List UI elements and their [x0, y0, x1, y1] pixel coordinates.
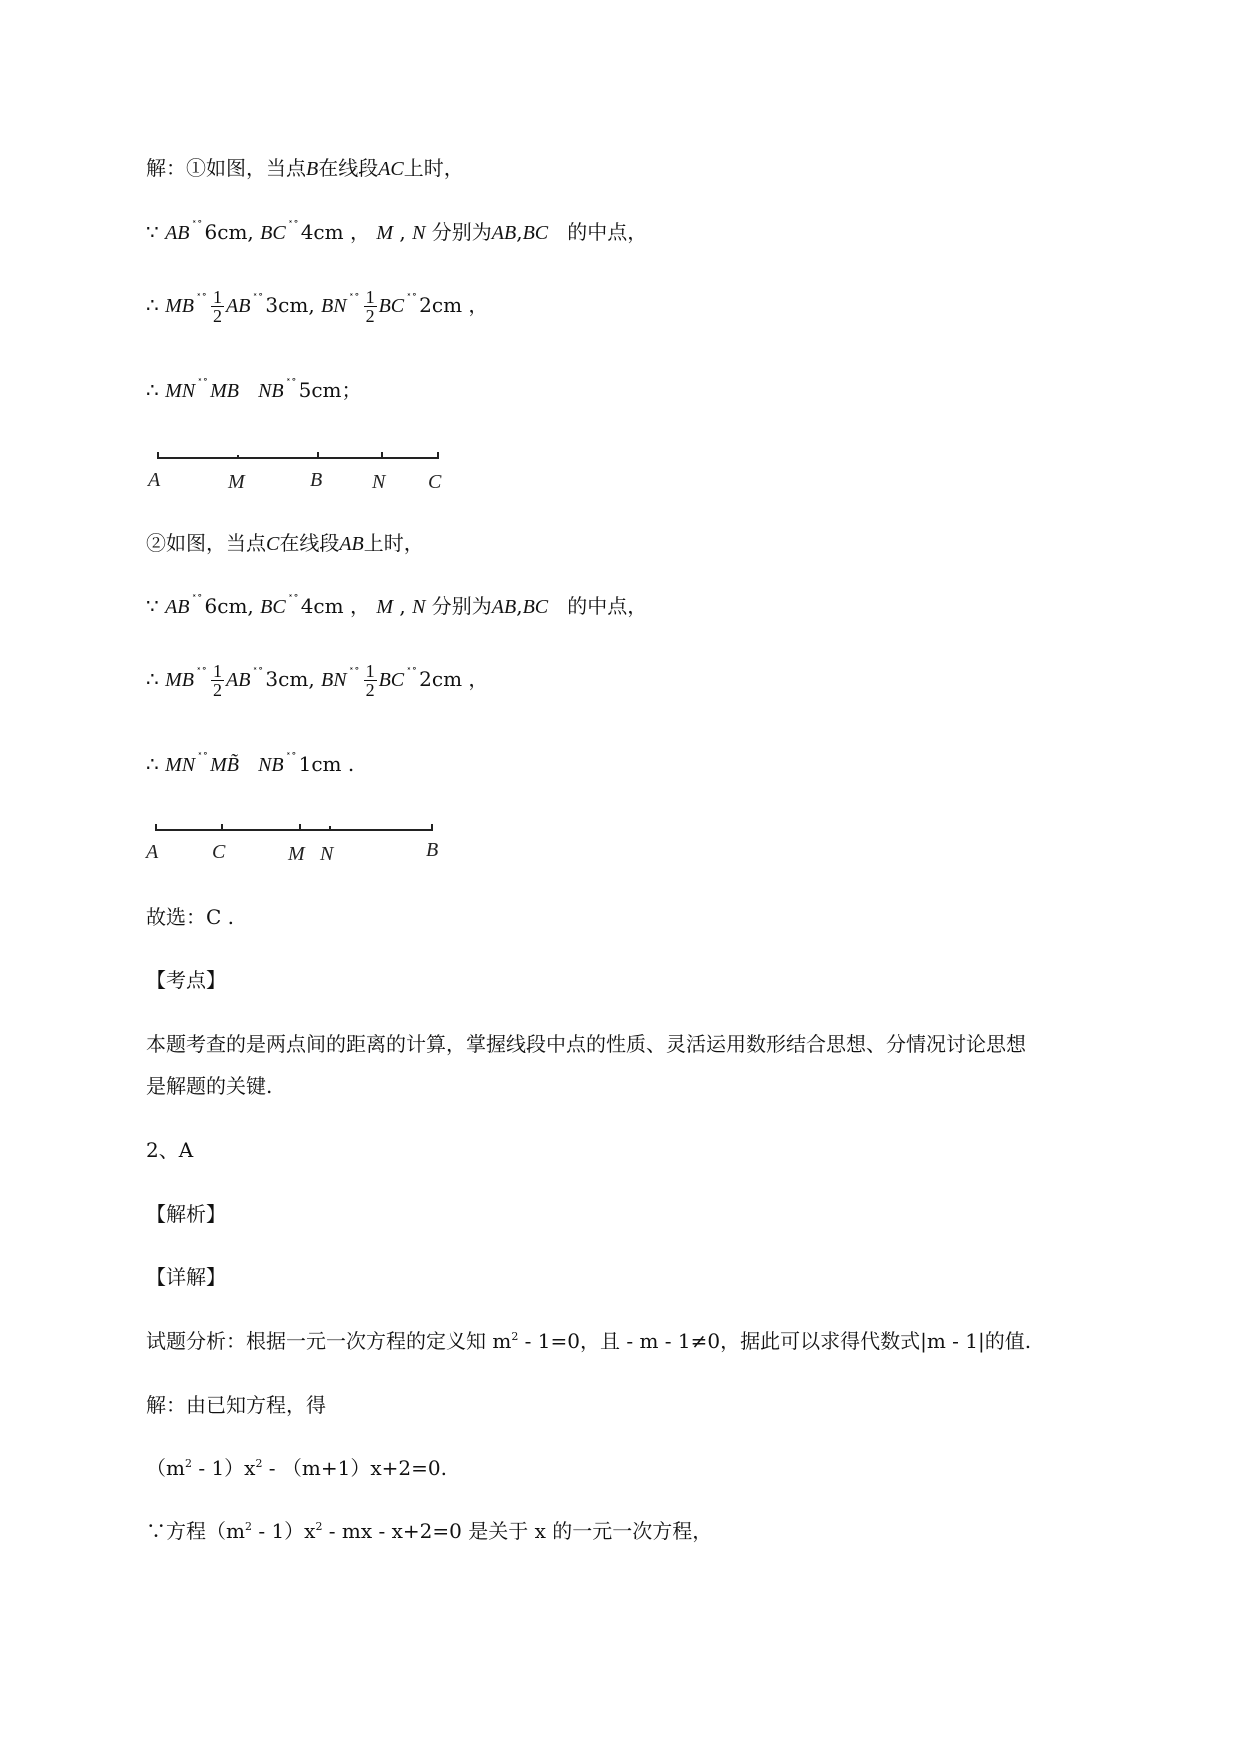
kaodian-text-1: 本题考查的是两点间的距离的计算，掌握线段中点的性质、灵活运用数形结合思想、分情况讨论思想 [146, 1032, 1026, 1056]
case1-intro: 解：①如图，当点B在线段AC上时， [146, 156, 464, 180]
label-C: C [428, 471, 442, 493]
fraction-half: $\frac{1}{2}$ [212, 661, 222, 700]
segment-diagram-case1 [140, 446, 460, 498]
label-A: A [146, 841, 159, 863]
kaodian-text-2: 是解题的关键. [146, 1074, 273, 1098]
answer-text: 故选：C . [146, 905, 235, 929]
label-N: N [320, 843, 334, 865]
case2-result: ∴ MN ˟˚ MB̃ NB ˟˚ 1cm . [146, 751, 355, 776]
label-B: B [426, 839, 439, 861]
segment-diagram-case2 [140, 820, 460, 872]
case1-half: ∴ MB ˟˚ $\frac{1}{2}$ AB ˟˚ 3cm, BN ˟˚ $\frac{1}{2}$ BC ˟˚ 2cm ， [146, 287, 489, 326]
jiexi-heading: 【解析】 [146, 1202, 226, 1226]
label-B: B [310, 469, 323, 491]
case1-result: ∴ MN ˟˚ MB NB ˟˚ 5cm； [146, 377, 362, 402]
label-A: A [148, 469, 161, 491]
kaodian-heading: 【考点】 [146, 968, 226, 992]
case1-given: ∵ AB ˟˚ 6cm, BC ˟˚ 4cm ， M , N 分别为AB,BC 的中点， [146, 219, 648, 244]
fraction-half: $\frac{1}{2}$ [365, 287, 375, 326]
equation-1: $(m^2 - 1)x^2 - (m+1)x+2=0$. [146, 1456, 447, 1480]
label-M: M [288, 843, 305, 865]
xiangjie-heading: 【详解】 [146, 1265, 226, 1289]
label-M: M [228, 471, 245, 493]
case2-half: ∴ MB ˟˚ $\frac{1}{2}$ AB ˟˚ 3cm, BN ˟˚ $\frac{1}{2}$ BC ˟˚ 2cm ， [146, 661, 489, 700]
label-C: C [212, 841, 226, 863]
analysis-text: 试题分析：根据一元一次方程的定义知 $m^2 - 1=0$，且 - m - 1≠0，据此可以求得代数式|m - 1|的值. [146, 1329, 1032, 1353]
solve-intro: 解：由已知方程，得 [146, 1393, 326, 1417]
question-2-label: 2、A [146, 1138, 194, 1162]
case2-intro: ②如图，当点C在线段AB上时， [146, 531, 424, 555]
fraction-half: $\frac{1}{2}$ [212, 287, 222, 326]
equation-2: ∵方程$(m^2 - 1)x^2$ - mx - x+2=0 是关于 x 的一元一次方程， [146, 1519, 713, 1543]
fraction-half: $\frac{1}{2}$ [365, 661, 375, 700]
label-N: N [372, 471, 386, 493]
case2-given: ∵ AB ˟˚ 6cm, BC ˟˚ 4cm ， M , N 分别为AB,BC 的中点， [146, 593, 648, 618]
